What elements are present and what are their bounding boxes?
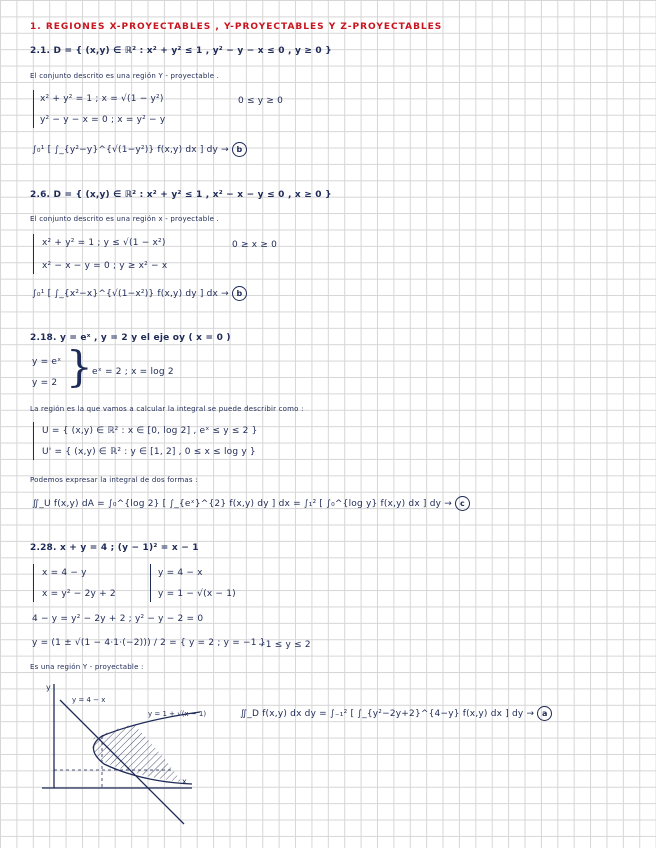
system-brace [150,564,151,602]
section-2-28-curve-y: y = 1 − √(x − 1) [158,589,236,599]
section-2-18-description: La región es la que vamos a calcular la integral se puede describir como : [30,405,304,413]
section-2-28-line-x: x = 4 − y [42,568,87,578]
answer-circle: b [232,286,247,301]
section-2-18-solve: eˣ = 2 ; x = log 2 [92,367,174,377]
section-2-1-heading: 2.1. D = { (x,y) ∈ ℝ² : x² + y² ≤ 1 , y² − y − x ≤ 0 , y ≥ 0 } [30,46,332,56]
section-2-6-equation-1: x² + y² = 1 ; y ≤ √(1 − x²) [42,238,166,248]
section-2-28-description: Es una región Y - proyectable : [30,663,144,671]
system-brace [33,90,34,128]
hatched-region [92,724,182,782]
region-graph [32,680,212,828]
integral-expression: ∬_D f(x,y) dx dy = ∫₋₁² [ ∫_{y²−2y+2}^{4−y} f(x,y) dx ] dy → [240,709,535,719]
section-2-1-description: El conjunto descrito es una región Y - proyectable . [30,72,220,80]
x-axis-label: x [182,777,187,786]
section-2-1-integral [32,142,247,157]
section-2-28-line-y: y = 4 − x [158,568,203,578]
section-2-6-integral [32,286,247,301]
section-2-28-roots: y = (1 ± √(1 − 4·1·(−2))) / 2 = { y = 2 ; y = −1 } [32,638,266,648]
section-2-28-curve-x: x = y² − 2y + 2 [42,589,116,599]
line-label: y = 4 − x [72,696,106,704]
answer-circle: c [455,496,470,511]
system-brace [33,234,34,274]
answer-circle: b [232,142,247,157]
y-axis-label: y [46,683,51,692]
section-2-28-integral [240,706,552,721]
section-2-6-equation-2: x² − x − y = 0 ; y ≥ x² − x [42,261,168,271]
section-2-18-heading: 2.18. y = eˣ , y = 2 y el eje oy ( x = 0 ) [30,333,231,343]
section-2-18-set-u: U = { (x,y) ∈ ℝ² : x ∈ [0, log 2] , eˣ ≤ y ≤ 2 } [42,426,258,436]
section-2-18-equation-2: y = 2 [32,378,58,388]
integral-expression: ∬_U f(x,y) dA = ∫₀^{log 2} [ ∫_{eˣ}^{2} f(x,y) dy ] dx = ∫₁² [ ∫₀^{log y} f(x,y) dx ] dy → [32,499,452,509]
section-2-18-equation-1: y = eˣ [32,357,62,367]
section-2-28-equation: 4 − y = y² − 2y + 2 ; y² − y − 2 = 0 [32,614,204,624]
section-2-1-equation-2: y² − y − x = 0 ; x = y² − y [40,115,166,125]
section-2-1-equation-1: x² + y² = 1 ; x = √(1 − y²) [40,94,164,104]
brace-glyph: } [66,342,93,391]
system-brace [33,422,34,460]
section-2-6-range: 0 ≥ x ≥ 0 [232,240,278,250]
page-title: 1. REGIONES X-PROYECTABLES , Y-PROYECTABLES Y Z-PROYECTABLES [30,22,443,32]
answer-circle: a [537,706,552,721]
integral-expression: ∫₀¹ [ ∫_{x²−x}^{√(1−x²)} f(x,y) dy ] dx → [32,289,229,299]
section-2-28-heading: 2.28. x + y = 4 ; (y − 1)² = x − 1 [30,543,199,553]
section-2-1-range: 0 ≤ y ≥ 0 [238,96,284,106]
section-2-18-set-u-prime: U' = { (x,y) ∈ ℝ² : y ∈ [1, 2] , 0 ≤ x ≤ log y } [42,447,256,457]
curve-label: y = 1 + √(x − 1) [148,710,207,718]
section-2-18-description-2: Podemos expresar la integral de dos formas : [30,476,198,484]
system-brace [33,564,34,602]
section-2-28-range: −1 ≤ y ≤ 2 [258,640,311,650]
integral-expression: ∫₀¹ [ ∫_{y²−y}^{√(1−y²)} f(x,y) dx ] dy → [32,145,229,155]
section-2-6-heading: 2.6. D = { (x,y) ∈ ℝ² : x² + y² ≤ 1 , x² − x − y ≤ 0 , x ≥ 0 } [30,190,332,200]
section-2-6-description: El conjunto descrito es una región x - proyectable . [30,215,219,223]
section-2-18-integral [32,496,470,511]
